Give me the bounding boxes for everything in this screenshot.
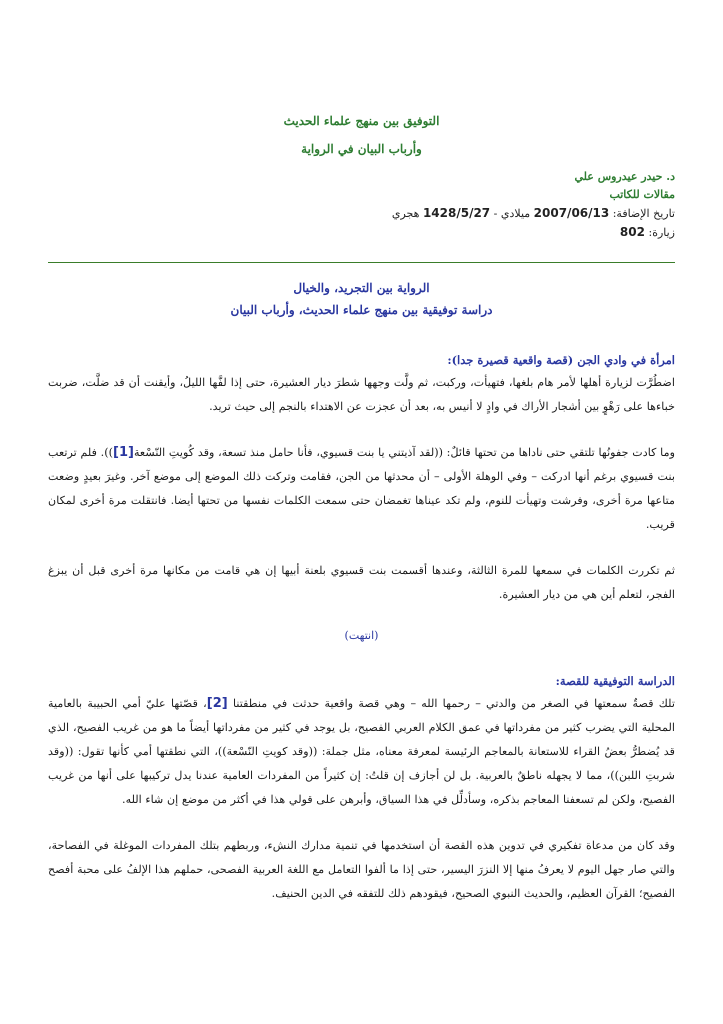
study-heading: الدراسة التوفيقية للقصة: <box>555 674 675 688</box>
study-paragraph-1-start: تلك قصةٌ سمعتها في الصغر من والدتي – رحمها الله – وهي قصة واقعية حدثت في منطقتنا <box>232 697 675 710</box>
story-paragraph-1: اضطُرَّت لزيارة أهلها لأمر هام بلغها، فتهيأت، وركبت، ثم ولَّت وجهها شطرَ ديار العشيرة، حتى إذا لفَّها الليلُ، وأيقنت أن قد ضلَّت، ضربت خباءها على رَهْوٍ بين أشجار الأراك في وادٍ لا أنيس به، بعد أن عجزت عن الاهتداء بالنجم إلى حيث تريد. <box>48 376 675 413</box>
section-title: الرواية بين التجريد، والخيال <box>293 281 430 295</box>
story-end-mark: (انتهت) <box>344 629 379 642</box>
footnote-link-2[interactable]: [2] <box>206 696 228 711</box>
hijri-suffix: هجري <box>391 207 420 220</box>
story-paragraph-2 <box>48 441 675 537</box>
article-subtitle: وأرباب البيان في الرواية <box>301 142 422 156</box>
section-header <box>48 277 675 321</box>
study-paragraph-1 <box>48 692 675 812</box>
story-paragraph-3: ثم تكررت الكلمات في سمعها للمرة الثالثة، وعندها أقسمت بنت قسيوي بلعنة أبيها إن هي قامت من مكانها مرة أخرى قبل أن يبزغ الفجر، لتعلم أين هي من ديار العشيرة. <box>48 564 675 601</box>
story-paragraph-2-end: )). فلم ترتعب بنت قسيوي برغم أنها ادركت – وفي الوهلة الأولى – أن محدثها من الجن، فقامت وتركت ذلك الموضع إلى موضع آخر. وغيرَ بعيدٍ وضعت متاعها مرة أخرى، وفرشت وتهيأت للنوم، ولم تكد عيناها تغمضان حتى سمعت الكلمات نفسها من تحتها أيضا. فانتقلت مرة أخرى لمكان قريب. <box>48 446 675 531</box>
title-block <box>48 112 675 158</box>
section-subtitle: دراسة توفيقية بين منهج علماء الحديث، وأرباب البيان <box>230 303 493 317</box>
visits-label: زيارة: <box>648 226 675 239</box>
author-name: د. حيدر عيدروس علي <box>574 170 675 183</box>
date-hijri: 1428/5/27 <box>422 206 491 220</box>
date-added <box>48 204 675 223</box>
header-divider <box>48 262 675 263</box>
visits <box>48 223 675 242</box>
date-label: تاريخ الإضافة: <box>612 207 675 220</box>
author-articles-link[interactable]: مقالات للكاتب <box>609 188 675 201</box>
study-paragraph-1-end: ، قصّتها عليّ أمي الحبيبة بالعامية المحلية التي يضرب كثير من مفرداتها في عمق الكلام العربي الفصيح، بل يوجد في كثير من مفرداتها أيضاً ما هو من غريب الفصيح، الذي قد يُضطرُّ بعضُ القراء للاستعانة بالمعاجم الرئيسة لمعرفة معناه، مثل جملة: ((وقد كويتِ النّسْعة))، التي نطقتها أمي كأنها تقول: ((وقد شربتِ اللبن))، مما لا يجهله ناطقٌ بالعربية. بل لن أجازف إن قلتُ: إن كثيراً من المفردات العامية عندنا يدل تركيبها على أنها من غريب الفصيح، ولكن لم تسعفنا المعاجم بذكره، وسأدلِّل في هذا السياق، وأبرهن على قولي هذا في أكثر من موضع إن شاء الله. <box>48 697 675 806</box>
visits-count: 802 <box>619 225 645 239</box>
article-title: التوفيق بين منهج علماء الحديث <box>283 114 440 128</box>
gregorian-suffix: ميلادي - <box>493 207 531 220</box>
footnote-link-1[interactable]: [1] <box>112 445 134 460</box>
story-heading: امرأة في وادي الجن (قصة واقعية قصيرة جدا): <box>447 353 675 367</box>
date-gregorian: 2007/06/13 <box>533 206 610 220</box>
study-paragraph-2: وقد كان من مدعاة تفكيري في تدوين هذه القصة أن استخدمها في تنمية مدارك النشء، وربطهم بتلك المفردات الموغلة في الفصاحة، والتي صار جهل اليوم لا يعرفُ منها إلا النزرَ اليسير، حتى إذا ما ألفوا التعامل مع اللغة العربية الفصحى، حملهم هذا الإلفُ على محبة أفصح الفصيح؛ القرآن العظيم، والحديث النبوي الصحيح، فيقودهم ذلك للتفقه في الدين الحنيف. <box>48 839 675 900</box>
article-meta <box>48 168 675 242</box>
story-paragraph-2-start: وما كادت جفونُها تلتقي حتى ناداها من تحتها قائلٌ: ((لقد آذيتني يا بنت قسيوي، فأنا حامل منذ تسعة، وقد كُويتِ النّسْعة <box>133 446 675 459</box>
